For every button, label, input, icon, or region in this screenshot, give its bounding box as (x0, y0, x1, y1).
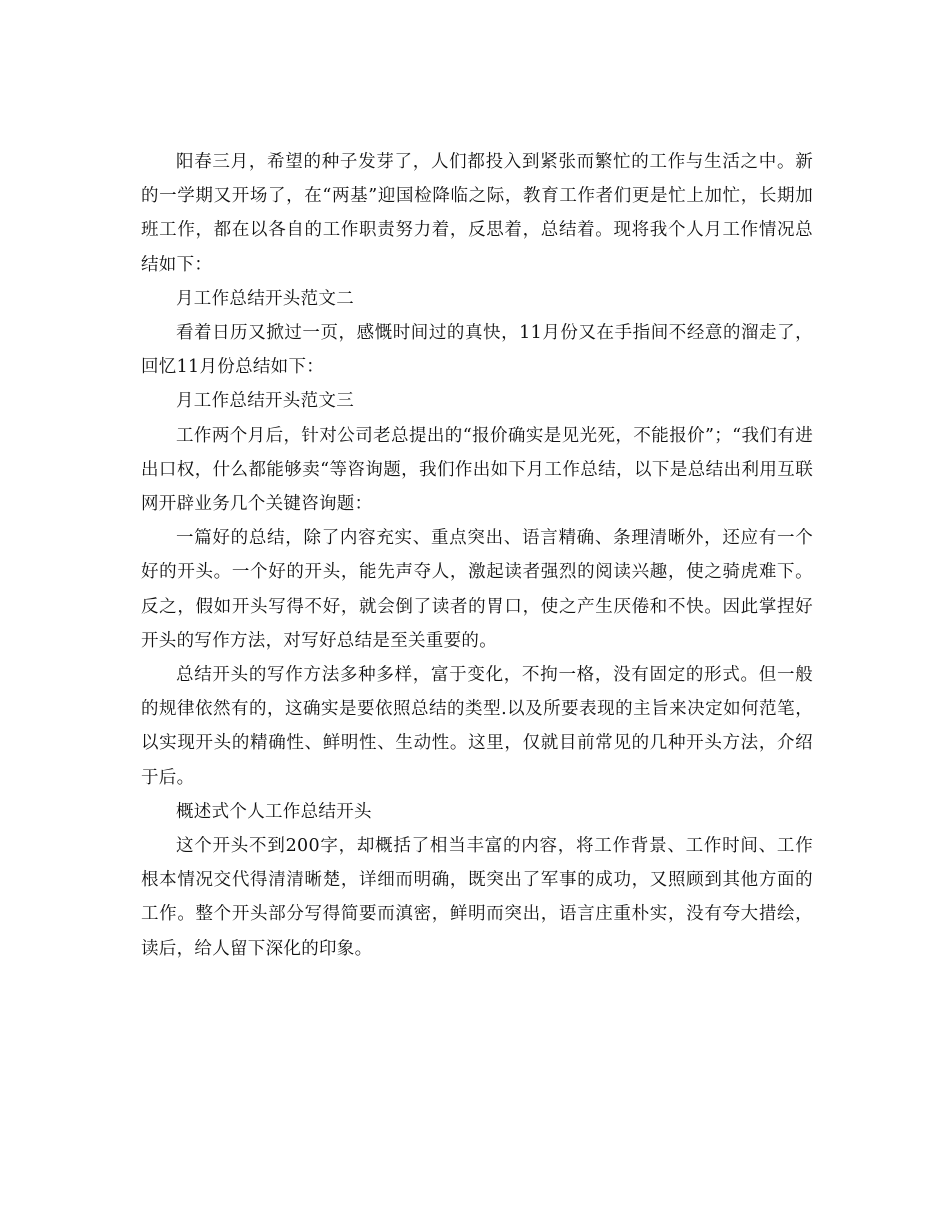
paragraph-writing-methods: 总结开头的写作方法多种多样，富于变化，不拘一格，没有固定的形式。但一般的规律依然有的，这确实是要依照总结的类型.以及所要表现的主旨来决定如何范笔，以实现开头的精确性、鲜明性、生动性。这里，仅就目前常见的几种开头方法，介绍于后。 (141, 665, 813, 788)
paragraph-good-opening: 一篇好的总结，除了内容充实、重点突出、语言精确、条理清晰外，还应有一个好的开头。一个好的开头，能先声夺人，激起读者强烈的阅读兴趣，使之骑虎难下。反之，假如开头写得不好，就会倒了读者的胃口，使之产生厌倦和不快。因此掌捏好开头的写作方法，对写好总结是至关重要的。 (141, 528, 813, 651)
document-body (141, 145, 813, 966)
paragraph-intro: 阳春三月，希望的种子发芽了，人们都投入到紧张而繁忙的工作与生活之中。新的一学期又开场了，在“两基”迎国检降临之际，教育工作者们更是忙上加忙，长期加班工作，都在以各自的工作职责努力着，反思着，总结着。现将我个人月工作情况总结如下： (141, 152, 813, 275)
heading-sample-three: 月工作总结开头范文三 (176, 391, 354, 412)
paragraph-overview-opening: 这个开头不到200字，却概括了相当丰富的内容，将工作背景、工作时间、工作根本情况交代得清清晰楚，详细而明确，既突出了军事的成功，又照顾到其他方面的工作。整个开头部分写得简要而滇密，鲜明而突出，语言庄重朴实，没有夸大措绘，读后，给人留下深化的印象。 (141, 836, 813, 959)
heading-sample-two: 月工作总结开头范文二 (176, 288, 354, 309)
paragraph-sample-two: 看着日历又掀过一页，感慨时间过的真快，11月份又在手指间不经意的溜走了，回忆11月份总结如下： (141, 323, 813, 378)
heading-overview-opening: 概述式个人工作总结开头 (176, 801, 372, 822)
paragraph-sample-three: 工作两个月后，针对公司老总提出的“报价确实是见光死，不能报价”；“我们有进出口权，什么都能够卖“等咨询题，我们作出如下月工作总结，以下是总结出利用互联网开辟业务几个关键咨询题： (141, 425, 813, 515)
